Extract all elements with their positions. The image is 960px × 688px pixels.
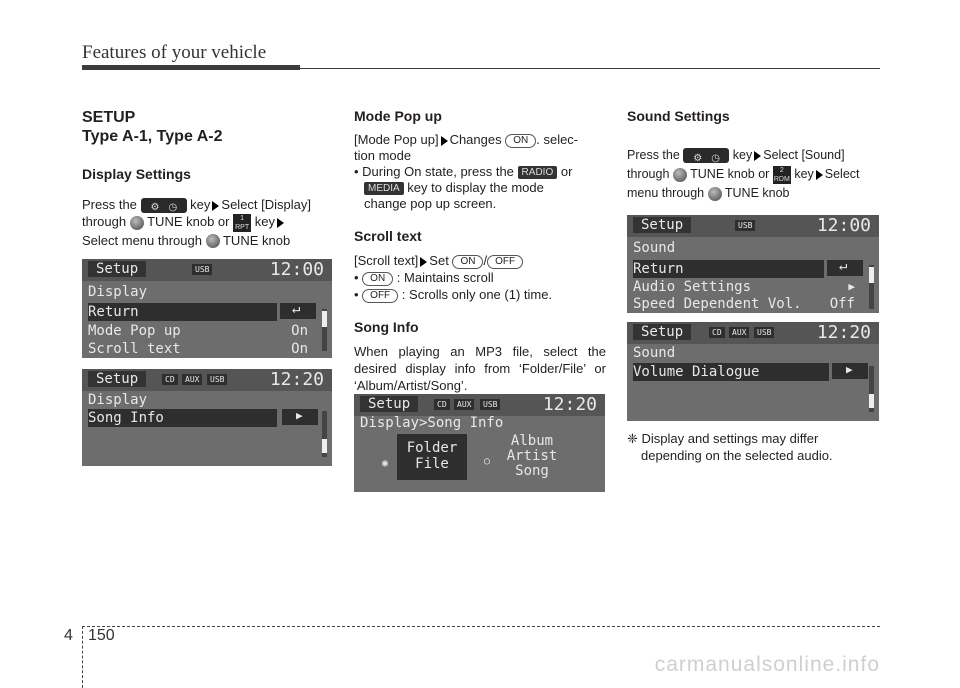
rpt-key-icon: 1 RPT	[235, 214, 250, 231]
header-rule-thin	[300, 68, 880, 69]
arrow-icon	[754, 151, 761, 161]
tune-knob-icon	[130, 216, 144, 230]
menu-item-volume-dialogue[interactable]: Volume Dialogue	[633, 363, 829, 381]
menu-heading: Sound	[633, 345, 676, 361]
display-settings-text: Press the ⚙ ◷ key Select [Display] through TUNE knob or 1 RPT key Select menu through TUNE knob	[82, 197, 311, 248]
cd-badge: CD	[709, 327, 725, 338]
usb-badge: USB	[754, 327, 774, 338]
tune-knob-icon	[708, 187, 722, 201]
menu-item-return[interactable]: Return	[633, 260, 824, 278]
tune-knob-icon	[673, 168, 687, 182]
menu-item-song-info[interactable]: Song Info	[88, 409, 277, 427]
menu-item-speed-dependent-vol[interactable]: Speed Dependent Vol. Off	[633, 296, 855, 312]
page-header: Features of your vehicle	[82, 42, 267, 63]
mode-pop-up-text: [Mode Pop up] Changes ON . selec- tion mode • During On state, press the RADIO or MEDIA key to display the mode change pop up screen.	[354, 132, 579, 211]
option-album-artist-song[interactable]: Album Artist Song	[506, 433, 558, 479]
arrow-icon	[816, 170, 823, 180]
screen-sound-volume-dialogue	[627, 322, 879, 421]
column-options	[354, 108, 606, 394]
screen-display-settings	[82, 259, 332, 358]
clock: 12:00	[816, 215, 871, 236]
aux-badge: AUX	[729, 327, 749, 338]
clock: 12:00	[269, 259, 324, 280]
section-subtitle: Type A-1, Type A-2	[82, 128, 223, 145]
usb-badge: USB	[735, 220, 755, 231]
cd-badge: CD	[434, 399, 450, 410]
on-badge: ON	[362, 272, 393, 286]
breadcrumb: Display>Song Info	[360, 415, 504, 431]
menu-item-scroll-text[interactable]: Scroll text On	[88, 341, 308, 357]
scrollbar	[869, 265, 874, 309]
screen-title: Setup	[360, 396, 418, 412]
scroll-text-heading: Scroll text	[354, 228, 422, 244]
scroll-text-text: [Scroll text] Set ON / OFF • ON : Maintains scroll • OFF : Scrolls only one (1) time.	[354, 253, 553, 302]
song-info-text: When playing an MP3 file, select the desired display info from ‘Folder/File’ or ‘Album/Artist/Song’.	[354, 344, 606, 393]
column-setup	[82, 108, 334, 249]
menu-item-audio-settings[interactable]: Audio Settings ▶	[633, 279, 855, 295]
arrow-icon	[420, 257, 427, 267]
footer-vrule	[82, 626, 83, 688]
sound-settings-heading: Sound Settings	[627, 108, 730, 124]
screen-title: Setup	[88, 371, 146, 387]
scrollbar	[322, 309, 327, 351]
on-badge: ON	[452, 255, 483, 269]
on-badge: ON	[505, 134, 536, 148]
scrollbar	[869, 366, 874, 412]
radio-unselected-icon: ○	[484, 456, 491, 467]
screen-title: Setup	[633, 324, 691, 340]
screen-display-song-info	[82, 369, 332, 466]
sound-settings-text: Press the ⚙ ◷ key Select [Sound] through TUNE knob or 2 RDM key Select menu through TUNE knob	[627, 148, 860, 200]
column-sound	[627, 108, 879, 203]
media-key-icon: MEDIA	[364, 182, 404, 195]
screen-song-info-options	[354, 394, 605, 492]
screen-sound-settings	[627, 215, 879, 313]
arrow-right-icon: ▶	[832, 363, 868, 379]
usb-badge: USB	[207, 374, 227, 385]
arrow-icon	[277, 218, 284, 228]
cd-badge: CD	[162, 374, 178, 385]
clock: 12:20	[542, 394, 597, 415]
song-info-heading: Song Info	[354, 319, 419, 335]
chapter-number: 4	[64, 627, 73, 644]
menu-heading: Sound	[633, 240, 676, 256]
aux-badge: AUX	[454, 399, 474, 410]
clock: 12:20	[816, 322, 871, 343]
off-badge: OFF	[362, 289, 398, 303]
footer-rule	[82, 626, 880, 627]
clock: 12:20	[269, 369, 324, 390]
back-icon: ↵	[280, 303, 316, 319]
off-badge: OFF	[487, 255, 523, 269]
usb-badge: USB	[192, 264, 212, 275]
menu-heading: Display	[88, 392, 148, 408]
display-settings-heading: Display Settings	[82, 166, 191, 182]
scrollbar	[322, 411, 327, 457]
section-title: SETUP	[82, 109, 136, 126]
arrow-right-icon: ▶	[282, 409, 318, 425]
tune-knob-icon	[206, 234, 220, 248]
setup-key-icon: ⚙ ◷	[141, 198, 187, 213]
page-number: 150	[88, 627, 115, 644]
note-text: ❈ Display and settings may differ depending on the selected audio.	[627, 431, 833, 463]
usb-badge: USB	[480, 399, 500, 410]
radio-selected-icon: ◉	[382, 458, 389, 469]
menu-item-return[interactable]: Return	[88, 303, 277, 321]
aux-badge: AUX	[182, 374, 202, 385]
radio-key-icon: RADIO	[518, 166, 558, 179]
watermark: carmanualsonline.info	[654, 653, 880, 676]
arrow-icon	[212, 201, 219, 211]
option-folder-file[interactable]: Folder File	[397, 434, 467, 480]
menu-item-mode-pop-up[interactable]: Mode Pop up On	[88, 323, 308, 339]
back-icon: ↵	[827, 260, 863, 276]
header-rule	[82, 65, 300, 70]
screen-title: Setup	[633, 217, 691, 233]
mode-pop-up-heading: Mode Pop up	[354, 108, 442, 124]
setup-key-icon: ⚙ ◷	[683, 148, 729, 163]
screen-title: Setup	[88, 261, 146, 277]
menu-heading: Display	[88, 284, 148, 300]
arrow-icon	[441, 136, 448, 146]
rdm-key-icon: 2 RDM	[773, 166, 790, 183]
